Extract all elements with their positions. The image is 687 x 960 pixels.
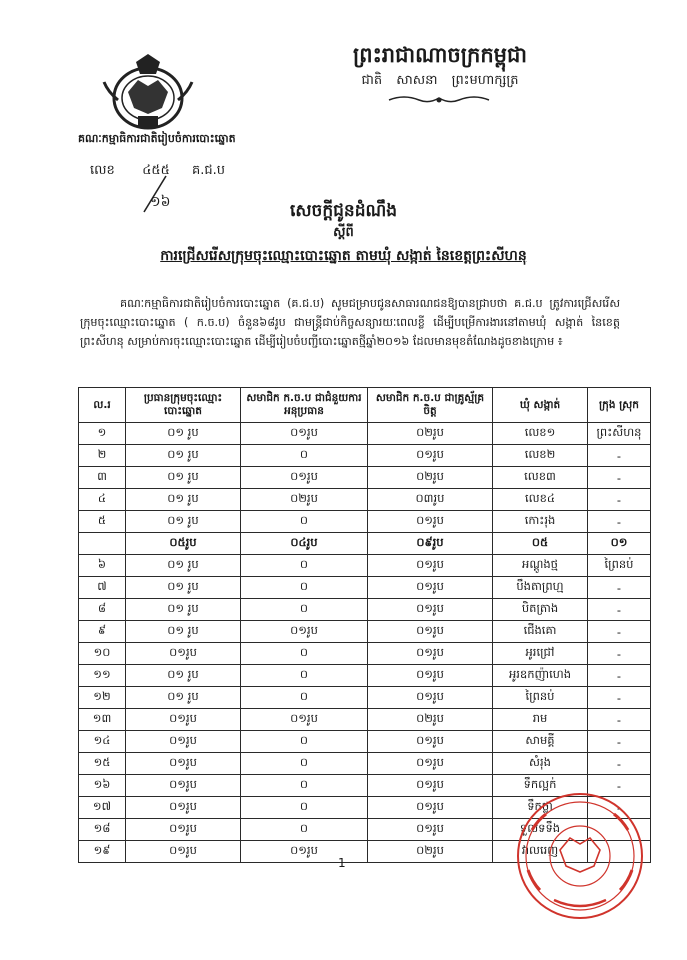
ministry-name: គណៈកម្មាធិការជាតិរៀបចំការបោះឆ្នោត	[78, 132, 236, 145]
cell-deputy-assistant: ០១រូប	[241, 467, 368, 489]
table-row	[79, 577, 651, 599]
cell-volunteer-teacher: ០១រូប	[368, 731, 493, 753]
cell-number: ៨	[79, 599, 126, 621]
table-row	[79, 511, 651, 533]
cell-number: ៥	[79, 511, 126, 533]
cell-deputy-assistant: ០	[241, 687, 368, 709]
document-about: ស្តីពី	[333, 225, 354, 240]
cell-volunteer-teacher: ០១រូប	[368, 577, 493, 599]
cell-number: ១	[79, 423, 126, 445]
cell-district: ព្រៃនប់	[588, 555, 651, 577]
table-row	[79, 621, 651, 643]
cell-deputy-assistant: ០	[241, 511, 368, 533]
cell-deputy-assistant: ០១រូប	[241, 841, 368, 863]
cell-commune: ទឹកល្អក់	[493, 775, 588, 797]
cell-volunteer-teacher: ០២រូប	[368, 709, 493, 731]
cell-deputy-assistant: ០៤រូប	[241, 533, 368, 555]
ornament-divider-icon	[384, 94, 494, 106]
table-row	[79, 709, 651, 731]
cell-volunteer-teacher: ០៣រូប	[368, 489, 493, 511]
cell-district: ព្រះសីហនុ	[588, 423, 651, 445]
table-row	[79, 665, 651, 687]
cell-team-leader: ០១រូប	[126, 643, 241, 665]
cell-team-leader: ០១ រូប	[126, 621, 241, 643]
cell-commune: កោះរុង	[493, 511, 588, 533]
cell-volunteer-teacher: ០២រូប	[368, 423, 493, 445]
cell-volunteer-teacher: ០៩រូប	[368, 533, 493, 555]
cell-commune: សាមគ្គី	[493, 731, 588, 753]
subtotal-row	[79, 533, 651, 555]
cell-commune: ព្រៃនប់	[493, 687, 588, 709]
cell-volunteer-teacher: ០១រូប	[368, 819, 493, 841]
nec-emblem-icon	[98, 52, 198, 134]
cell-commune: ទួលទទឹង	[493, 819, 588, 841]
cell-team-leader: ០១ រូប	[126, 445, 241, 467]
header-commune: ឃុំ សង្កាត់	[493, 388, 588, 423]
document-title: សេចក្តីជូនដំណឹង	[289, 201, 398, 221]
cell-deputy-assistant: ០១រូប	[241, 621, 368, 643]
table-row	[79, 555, 651, 577]
table-row	[79, 687, 651, 709]
cell-volunteer-teacher: ០១រូប	[368, 511, 493, 533]
header-volunteer-teacher: សមាជិក ក.ច.ប ជាគ្រូស្ម័គ្រចិត្ត	[368, 388, 493, 423]
cell-deputy-assistant: ០	[241, 599, 368, 621]
cell-volunteer-teacher: ០២រូប	[368, 467, 493, 489]
ref-year: ១៦	[150, 194, 171, 210]
cell-team-leader: ០១ រូប	[126, 599, 241, 621]
national-motto: ជាតិ សាសនា ព្រះមហាក្សត្រ	[361, 73, 519, 88]
cell-district: -	[588, 621, 651, 643]
cell-district: -	[588, 599, 651, 621]
cell-volunteer-teacher: ០១រូប	[368, 753, 493, 775]
cell-deputy-assistant: ០	[241, 753, 368, 775]
cell-deputy-assistant: ០១រូប	[241, 423, 368, 445]
cell-district: -	[588, 731, 651, 753]
cell-volunteer-teacher: ០២រូប	[368, 841, 493, 863]
cell-number: ១៦	[79, 775, 126, 797]
cell-commune: រាម	[493, 709, 588, 731]
cell-commune: លេខ១	[493, 423, 588, 445]
cell-number: ១៥	[79, 753, 126, 775]
cell-number: ១៣	[79, 709, 126, 731]
cell-deputy-assistant: ០	[241, 577, 368, 599]
cell-volunteer-teacher: ០១រូប	[368, 445, 493, 467]
header-number: ល.រ	[79, 388, 126, 423]
cell-commune: អូរឧកញ៉ាហេង	[493, 665, 588, 687]
cell-volunteer-teacher: ០១រូប	[368, 643, 493, 665]
cell-number: ១១	[79, 665, 126, 687]
cell-team-leader: ០១ រូប	[126, 489, 241, 511]
table-row	[79, 731, 651, 753]
cell-team-leader: ០១ រូប	[126, 423, 241, 445]
header-deputy-assistant: សមាជិក ក.ច.ប ជាជំនួយការអនុប្រធាន	[241, 388, 368, 423]
cell-volunteer-teacher: ០១រូប	[368, 687, 493, 709]
cell-commune: លេខ៤	[493, 489, 588, 511]
cell-commune: ទឹកថ្លា	[493, 797, 588, 819]
cell-number: ៦	[79, 555, 126, 577]
cell-team-leader: ០១រូប	[126, 731, 241, 753]
cell-volunteer-teacher: ០១រូប	[368, 555, 493, 577]
cell-number: ១៧	[79, 797, 126, 819]
cell-deputy-assistant: ០១រូប	[241, 709, 368, 731]
cell-team-leader: ០១ រូប	[126, 687, 241, 709]
cell-district: -	[588, 511, 651, 533]
cell-deputy-assistant: ០	[241, 775, 368, 797]
header-team-leader: ប្រធានក្រុមចុះឈ្មោះបោះឆ្នោត	[126, 388, 241, 423]
table-row	[79, 445, 651, 467]
cell-number: ១០	[79, 643, 126, 665]
cell-volunteer-teacher: ០១រូប	[368, 599, 493, 621]
document-subject: ការជ្រើសរើសក្រុមចុះឈ្មោះបោះឆ្នោត តាមឃុំ សង្កាត់ នៃខេត្តព្រះសីហនុ	[160, 248, 527, 264]
table-row	[79, 643, 651, 665]
cell-number	[79, 533, 126, 555]
cell-team-leader: ០១រូប	[126, 753, 241, 775]
table-row	[79, 599, 651, 621]
ref-label: លេខ	[90, 163, 115, 178]
cell-district: -	[588, 467, 651, 489]
cell-number: ៧	[79, 577, 126, 599]
cell-commune: អូរជ្រៅ	[493, 643, 588, 665]
cell-district: -	[588, 445, 651, 467]
cell-commune: លេខ៣	[493, 467, 588, 489]
cell-commune: ០៥	[493, 533, 588, 555]
header-district: ក្រុង ស្រុក	[588, 388, 651, 423]
cell-district: -	[588, 687, 651, 709]
cell-number: ៣	[79, 467, 126, 489]
cell-district: -	[588, 643, 651, 665]
page-number: 1	[338, 856, 346, 870]
cell-volunteer-teacher: ០១រូប	[368, 797, 493, 819]
table-header-row	[79, 388, 651, 423]
cell-number: ១៨	[79, 819, 126, 841]
table-row	[79, 489, 651, 511]
cell-number: ៤	[79, 489, 126, 511]
cell-team-leader: ០១រូប	[126, 709, 241, 731]
cell-commune: បឹងតាព្រហ្ម	[493, 577, 588, 599]
table-row	[79, 423, 651, 445]
cell-number: ១៩	[79, 841, 126, 863]
cell-number: ១២	[79, 687, 126, 709]
cell-district: -	[588, 775, 651, 797]
cell-deputy-assistant: ០	[241, 731, 368, 753]
cell-volunteer-teacher: ០១រូប	[368, 621, 493, 643]
table-row	[79, 753, 651, 775]
cell-district: -	[588, 709, 651, 731]
cell-commune: បិតត្រាង	[493, 599, 588, 621]
cell-commune: ជើងគោ	[493, 621, 588, 643]
cell-team-leader: ០១ រូប	[126, 555, 241, 577]
cell-commune: លេខ២	[493, 445, 588, 467]
cell-commune: សំរុង	[493, 753, 588, 775]
ref-number: ៤៥៥	[142, 163, 170, 178]
body-paragraph	[80, 294, 620, 351]
cell-commune: វាលរេញ	[493, 841, 588, 863]
cell-team-leader: ០១ រូប	[126, 577, 241, 599]
cell-team-leader: ០១រូប	[126, 819, 241, 841]
cell-district: -	[588, 489, 651, 511]
cell-number: ១៤	[79, 731, 126, 753]
cell-district: -	[588, 797, 651, 819]
cell-deputy-assistant: ០	[241, 665, 368, 687]
ref-abbr: គ.ជ.ប	[192, 163, 226, 178]
cell-volunteer-teacher: ០១រូប	[368, 665, 493, 687]
cell-team-leader: ០១ រូប	[126, 467, 241, 489]
cell-number: ២	[79, 445, 126, 467]
cell-commune: អណ្តូងថ្ម	[493, 555, 588, 577]
table-row	[79, 467, 651, 489]
body-text: គណៈកម្មាធិការជាតិរៀបចំការបោះឆ្នោត (គ.ជ.ប) សូមជម្រាបជូនសាធារណជនឱ្យបានជ្រាបថា គ.ជ.ប ត្រូវការជ្រើសរើសក្រុមចុះឈ្មោះបោះឆ្នោត ( ក.ច.ប) ចំនួន៦៨រូប ជាមន្ត្រីជាប់កិច្ចសន្យារយៈពេលខ្លី ដើម្បីបម្រើការងារនៅតាមឃុំ សង្កាត់ នៃខេត្តព្រះសីហនុ សម្រាប់ការចុះឈ្មោះបោះឆ្នោត ដើម្បីរៀបចំបញ្ជីបោះឆ្នោតថ្មីឆ្នាំ២០១៦ ដែលមានមុខតំណែងដូចខាងក្រោម ៖	[80, 297, 620, 348]
cell-team-leader: ០១រូប	[126, 841, 241, 863]
cell-deputy-assistant: ០	[241, 445, 368, 467]
cell-team-leader: ០១ រូប	[126, 511, 241, 533]
kingdom-title: ព្រះរាជាណាចក្រកម្ពុជា	[352, 43, 527, 67]
cell-deputy-assistant: ០	[241, 819, 368, 841]
cell-team-leader: ០១រូប	[126, 775, 241, 797]
cell-number: ៩	[79, 621, 126, 643]
cell-team-leader: ០៥រូប	[126, 533, 241, 555]
cell-deputy-assistant: ០	[241, 555, 368, 577]
cell-district: -	[588, 577, 651, 599]
cell-district: -	[588, 665, 651, 687]
official-seal-stamp	[514, 790, 646, 922]
cell-volunteer-teacher: ០១រូប	[368, 775, 493, 797]
cell-team-leader: ០១ រូប	[126, 665, 241, 687]
cell-deputy-assistant: ០	[241, 797, 368, 819]
cell-deputy-assistant: ០២រូប	[241, 489, 368, 511]
cell-deputy-assistant: ០	[241, 643, 368, 665]
cell-team-leader: ០១រូប	[126, 797, 241, 819]
cell-district: -	[588, 753, 651, 775]
cell-district: ០១	[588, 533, 651, 555]
